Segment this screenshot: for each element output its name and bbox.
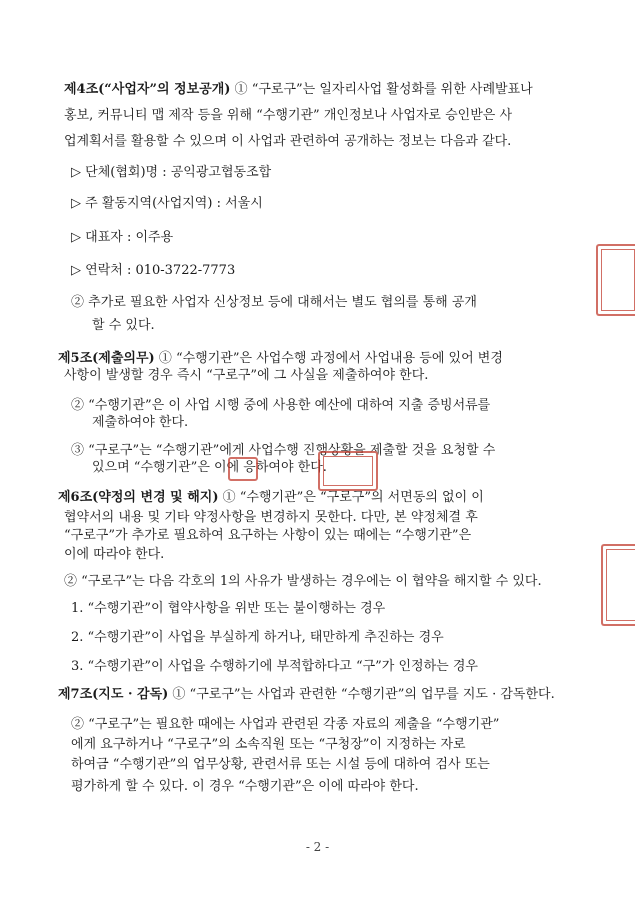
article4-p2-line2: 할 수 있다.	[92, 318, 155, 333]
seal-stamp-right-upper	[596, 244, 635, 316]
info-org-name: ▷ 단체(협회)명 : 공익광고협동조합	[71, 165, 272, 180]
article7-line1: 제7조(지도 · 감독) ① “구로구”는 사업과 관련한 “수행기관”의 업무를 지도 · 감독한다.	[58, 687, 555, 702]
info-region: ▷ 주 활동지역(사업지역) : 서울시	[71, 196, 263, 211]
triangle-bullet-icon: ▷	[71, 263, 81, 278]
article4-line1: 제4조(“사업자”의 정보공개) ① “구로구”는 일자리사업 활성화를 위한 사례발표나	[64, 82, 533, 97]
triangle-bullet-icon: ▷	[71, 196, 81, 211]
article6-line1: 제6조(약정의 변경 및 해지) ① “수행기관”은 “구로구”의 서면동의 없이 이	[58, 490, 484, 505]
article5-p2-line2: 제출하여야 한다.	[92, 415, 189, 430]
triangle-bullet-icon: ▷	[71, 165, 81, 180]
page-number: - 2 -	[305, 840, 330, 854]
article5-line2: 사항이 발생할 경우 즉시 “구로구”에 그 사실을 제출하여야 한다.	[64, 368, 429, 383]
article5-p2-line1: ② “수행기관”은 이 사업 시행 중에 사용한 예산에 대하여 지출 증빙서류를	[71, 398, 491, 413]
seal-stamp-small	[228, 457, 258, 481]
seal-stamp-right-lower	[601, 544, 635, 626]
article7-p2-line1: ② “구로구”는 필요한 때에는 사업과 관련된 각종 자료의 제출을 “수행기관”	[71, 717, 500, 732]
article7-p2-line3: 하여금 “수행기관”의 업무상황, 관련서류 또는 시설 등에 대하여 검사 또는	[71, 757, 490, 772]
article6-p2: ② “구로구”는 다음 각호의 1의 사유가 발생하는 경우에는 이 협약을 해지할 수 있다.	[64, 574, 542, 589]
article6-line4: 이에 따라야 한다.	[64, 547, 165, 562]
article4-p2-line1: ② 추가로 필요한 사업자 신상정보 등에 대해서는 별도 협의를 통해 공개	[71, 295, 477, 310]
article5-line1: 제5조(제출의무) ① “수행기관”은 사업수행 과정에서 사업내용 등에 있어 변경	[58, 351, 503, 366]
article6-item1: 1. “수행기관”이 협약사항을 위반 또는 불이행하는 경우	[71, 601, 386, 616]
triangle-bullet-icon: ▷	[71, 230, 81, 245]
article6-item2: 2. “수행기관”이 사업을 부실하게 하거나, 태만하게 추진하는 경우	[71, 630, 444, 645]
article6-line2: 협약서의 내용 및 기타 약정사항을 변경하지 못한다. 다만, 본 약정체결 후	[64, 510, 478, 525]
article4-line3: 업계획서를 활용할 수 있으며 이 사업과 관련하여 공개하는 정보는 다음과 같다.	[64, 134, 512, 149]
article7-p2-line2: 에게 요구하거나 “구로구”의 소속직원 또는 “구청장”이 지정하는 자로	[71, 737, 466, 752]
article6-line3: “구로구”가 추가로 필요하여 요구하는 사항이 있는 때에는 “수행기관”은	[64, 528, 472, 543]
seal-stamp-center	[318, 451, 378, 491]
article5-p3-line2: 있으며 “수행기관”은 이에 응하여야 한다.	[92, 460, 327, 475]
info-contact: ▷ 연락처 : 010-3722-7773	[71, 263, 236, 278]
article5-p3-line1: ③ “구로구”는 “수행기관”에게 사업수행 진행상황을 제출할 것을 요청할 수	[71, 443, 496, 458]
article6-item3: 3. “수행기관”이 사업을 수행하기에 부적합하다고 “구”가 인정하는 경우	[71, 659, 478, 674]
article4-line2: 홍보, 커뮤니티 맵 제작 등을 위해 “수행기관” 개인정보나 사업자로 승인받은 사	[64, 108, 513, 123]
info-representative: ▷ 대표자 : 이주용	[71, 230, 174, 245]
article7-p2-line4: 평가하게 할 수 있다. 이 경우 “수행기관”은 이에 따라야 한다.	[71, 779, 419, 794]
